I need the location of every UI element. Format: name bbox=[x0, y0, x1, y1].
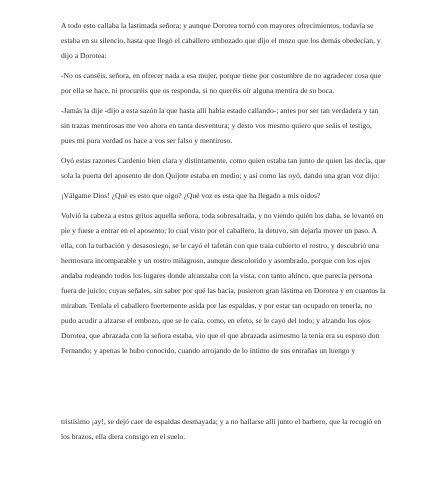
paragraph-1: A todo esto callaba la lastimada señora; y aunque Dorotea tornó con mayores ofrecimientos, todavía se estaba en su silencio, hasta que llegó el caballero embozado que dijo el mozo que los demás obedecían, y dijo a Dorotea: bbox=[61, 21, 381, 60]
continuation-text-block bbox=[61, 414, 387, 449]
paragraph-4: Oyó estas razones Cardenio bien clara y distintamente, como quien estaba tan junto de quien las decía, que sola la puerta del aposento de don Quijote estaba en medio; y así como las oyó, dando una gran voz dijo: bbox=[61, 156, 386, 180]
paragraph-2: -No os canséis, señora, en ofrecer nada a esa mujer, porque tiene por costumbre de no agradecer cosa que por ella se hace, ni procuréis que os responda, si no queréis oír alguna mentira de su boca. bbox=[61, 71, 381, 95]
paragraph-5: ¡Válgame Dios! ¿Qué es esto que oigo? ¿Qué voz es esta que ha llegado a mis oídos? bbox=[61, 191, 321, 200]
paragraph-3: -Jamás la dije -dijo a esta sazón la que hasta allí había estado callando-; antes por ser tan verdadera y tan sin trazas mentirosas me veo ahora en tanta desventura; y desto vos mesmo quiero que seáis el testigo, pues mi pura verdad os hace a vos ser falso y mentiroso. bbox=[61, 106, 379, 145]
paragraph-continuation: tristísimo ¡ay!, se dejó caer de espaldas desmayada; y a no hallarse allí junto el barbero, que la recogió en los brazos, ella diera consigo en el suelo. bbox=[61, 417, 382, 441]
main-text-block bbox=[61, 18, 387, 363]
paragraph-6: Volvió la cabeza a estos gritos aquella señora, toda sobresaltada, y no viendo quién los daba, se levantó en pie y fuese a entrar en el aposento; lo cual visto por el caballero, la detuvo, sin dejarla mover un paso. A ella, con la turbación y desasosiego, se le cayó el tafetán con que traía cubierto el rostro, y descubrió una hermosura incomparable y un rostro milagroso, aunque descolorido y asombrado, porque con los ojos andaba rodeando todos los lugares donde alcanzaba con la vista, con tanto ahínco, que parecía persona fuera de juicio; cuyas señales, sin saber por qué las hacía, pusieron gran lástima en Dorotea y en cuantos la miraban. Teníala el caballero fuertemente asida por las espaldas, y por estar tan ocupado en tenerla, no pudo acudir a alzarse el embozo, que se le caía, como, en efeto, se le cayó del todo; y alzando los ojos Dorotea, que abrazada con la señora estaba, vio que el que abrazada asimesmo la tenía era su esposo don Fernando; y apenas le hubo conocido, cuando arrojando de lo íntimo de sus entrañas un luengo y bbox=[61, 211, 386, 355]
